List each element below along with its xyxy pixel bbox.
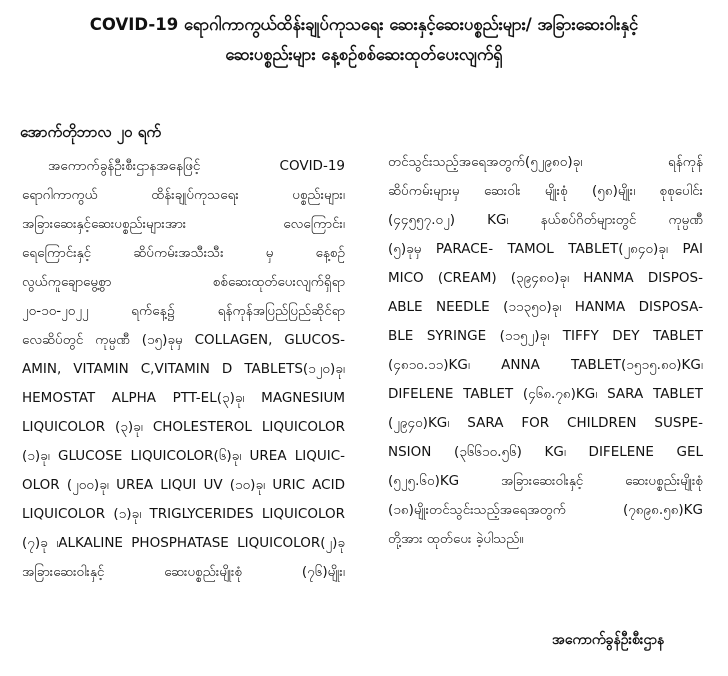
- body-line: လေဆိပ်တွင် ကုမ္ပဏီ (၁၅)ခုမှ COLLAGEN, GLUCOS-: [22, 332, 345, 348]
- body-line: လွယ်ကူချောမွေ့စွာ စစ်ဆေးထုတ်ပေးလျက်ရှိရာ: [22, 274, 345, 290]
- body-line: (၅)ခုမှ PARACE- TAMOL TABLET(၂၈၄၀)ခု၊ PAI: [388, 241, 703, 257]
- body-line: အကောက်ခွန်ဦးစီးဌာနအနေဖြင့် COVID-19: [48, 158, 345, 174]
- body-line: NSION (၃၆၆၁၀.၅၆) KG၊ DIFELENE GEL: [388, 444, 703, 460]
- body-line: MICO (CREAM) (၃၉၄၈၀)ခု၊ HANMA DISPOS-: [388, 270, 703, 286]
- title-line-1: COVID-19 ရောဂါကာကွယ်ထိန်းချုပ်ကုသရေး ဆေးနှင့်ဆေးပစ္စည်းများ/ အခြားဆေးဝါးနှင့်: [89, 15, 639, 34]
- body-line: (၄၈၁၀.၁၁)KG၊ ANNA TABLET(၁၅၁၅.၈၀)KG၊: [388, 357, 703, 373]
- body-line: OLOR (၂၀၀)ခု၊ UREA LIQUI UV (၁၀)ခု၊ URIC ACID: [22, 477, 345, 493]
- body-line: တင်သွင်းသည့်အရေအတွက်(၅၂၉၈၀)ခု၊ ရန်ကုန်: [388, 154, 703, 170]
- body-line: ရေကြောင်းနှင့် ဆိပ်ကမ်းအသီးသီး မှ နေ့စဉ်: [22, 245, 345, 261]
- body-line: အခြားဆေးဝါးနှင့် ဆေးပစ္စည်းမျိုးစုံ (၇၆)မျိုး၊: [22, 564, 345, 580]
- body-line: ရောဂါကာကွယ် ထိန်းချုပ်ကုသရေး ပစ္စည်းများ၊: [22, 187, 345, 203]
- body-line: BLE SYRINGE (၁၁၅၂)ခု၊ TIFFY DEY TABLET: [388, 328, 703, 344]
- left-column: [22, 152, 345, 587]
- title-line-2: ဆေးပစ္စည်းများ နေ့စဉ်စစ်ဆေးထုတ်ပေးလျက်ရှိ: [225, 45, 503, 64]
- body-line: ABLE NEEDLE (၁၁၃၅၀)ခု၊ HANMA DISPOSA-: [388, 299, 703, 315]
- body-line: (၂၉၄၀)KG၊ SARA FOR CHILDREN SUSPE-: [388, 415, 703, 431]
- body-line: LIQUICOLOR (၃)ခု၊ CHOLESTEROL LIQUICOLOR: [22, 419, 345, 435]
- body-line: (၁)ခု၊ GLUCOSE LIQUICOLOR(၆)ခု၊ UREA LIQUIC-: [22, 448, 345, 464]
- body-line: (၄၄၅၅၇.၀၂) KG၊ နယ်စပ်ဂိတ်များတွင် ကုမ္ပဏီ: [388, 212, 703, 228]
- date-heading: အောက်တိုဘာလ ၂၀ ရက်: [20, 123, 161, 141]
- document-title: [0, 10, 728, 70]
- body-line: ဆိပ်ကမ်းများမှ ဆေးဝါး မျိုးစုံ (၅၈)မျိုး၊ စုစုပေါင်း: [388, 183, 703, 199]
- body-line: တို့အား ထုတ်ပေး ခဲ့ပါသည်။: [388, 531, 524, 547]
- body-line: (၇)ခု ၊ALKALINE PHOSPHATASE LIQUICOLOR(၂)ခု: [22, 535, 345, 551]
- body-line: HEMOSTAT ALPHA PTT-EL(၃)ခု၊ MAGNESIUM: [22, 390, 345, 406]
- body-line: (၅၂၅.၆၀)KG အခြားဆေးဝါးနှင့် ဆေးပစ္စည်းမျိုးစုံ: [388, 473, 703, 489]
- body-line: (၁၈)မျိုးတင်သွင်းသည့်အရေအတွက် (၇၈၉၈.၅၈)KG: [388, 502, 703, 518]
- body-line: LIQUICOLOR (၁)ခု၊ TRIGLYCERIDES LIQUICOLOR: [22, 506, 345, 522]
- body-line: ၂၀-၁၀-၂၀၂၂ ရက်နေ့၌ ရန်ကုန်အပြည်ပြည်ဆိုင်ရာ: [22, 303, 345, 319]
- body-line: AMIN, VITAMIN C,VITAMIN D TABLETS(၁၂၀)ခု၊: [22, 361, 345, 377]
- body-line: DIFELENE TABLET (၄၆၈.၇၈)KG၊ SARA TABLET: [388, 386, 703, 402]
- right-column: [388, 148, 703, 554]
- signature: အကောက်ခွန်ဦးစီးဌာန: [552, 632, 665, 648]
- body-line: အခြားဆေးနှင့်ဆေးပစ္စည်းများအား လေကြောင်း၊: [22, 216, 345, 232]
